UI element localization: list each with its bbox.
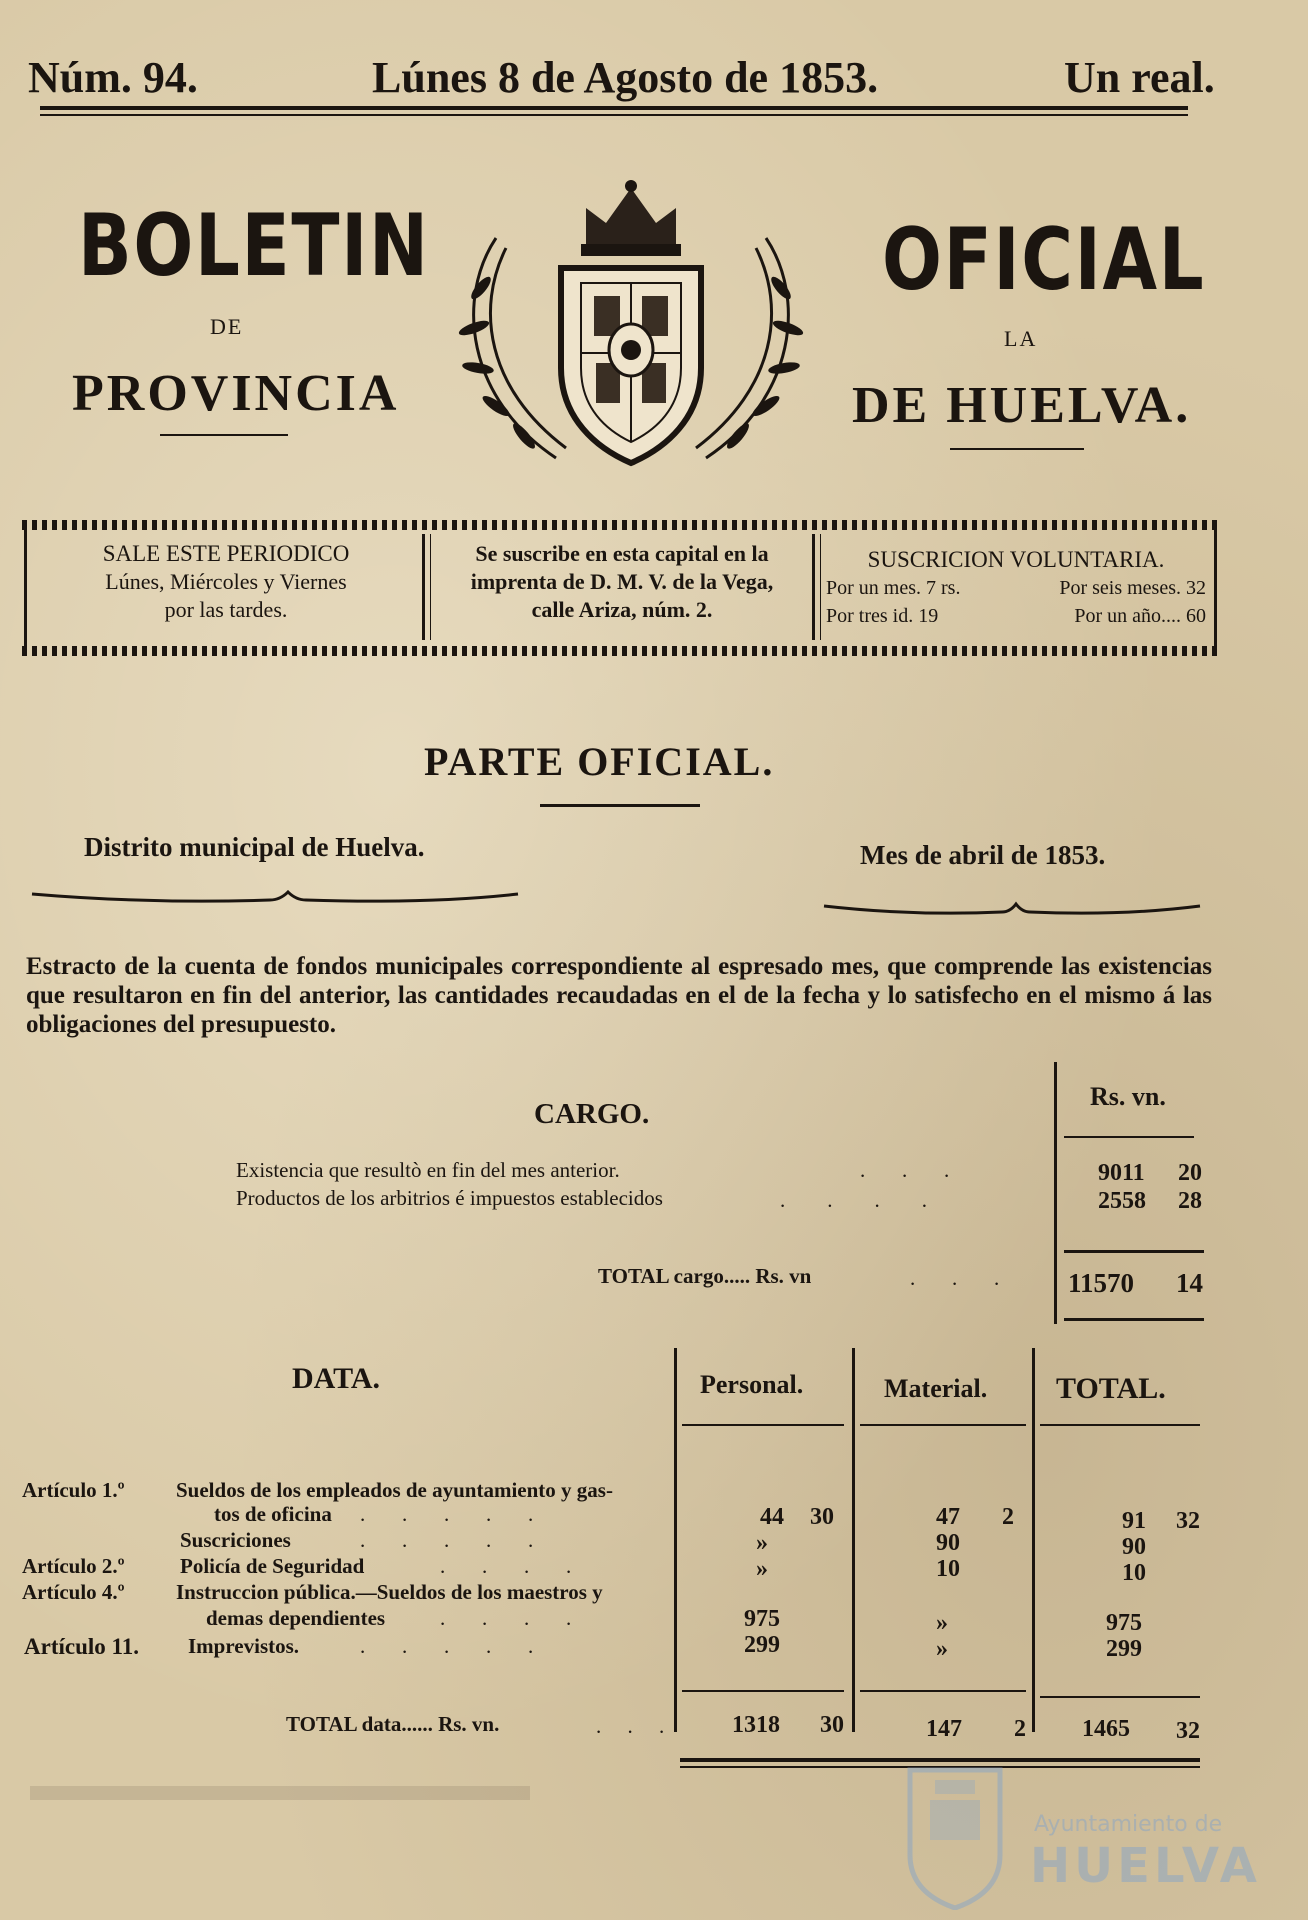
info-col1-line1: SALE ESTE PERIODICO [102,541,350,566]
data-row-5-article: Artículo 11. [24,1634,139,1659]
data-total-total-cts: 32 [1176,1718,1200,1744]
data-row-4-dots: . . . . [440,1606,572,1630]
cargo-column-border [1054,1062,1057,1324]
cargo-header-rule [1064,1136,1194,1138]
data-title: DATA. [292,1362,381,1395]
info-voluntary-subscription [826,546,1206,630]
data-row-1-total-cts: 32 [1176,1508,1200,1534]
data-col-personal: Personal. [700,1370,804,1399]
data-row-1-personal-rs: 44 [760,1504,784,1530]
cargo-total-cts: 14 [1176,1268,1203,1298]
data-header-rule-personal [682,1424,844,1426]
data-row-4-material: » [936,1610,948,1636]
title-de: DE [210,314,244,339]
ornament-border-top [22,520,1218,530]
data-row-5-dots: . . . . . [360,1634,534,1658]
data-total-label: TOTAL data...... Rs. vn. [286,1712,500,1736]
data-row-5-label: Imprevistos. [188,1634,300,1658]
data-row-5-total: 299 [1106,1636,1142,1662]
cargo-total-rule [1064,1250,1204,1253]
brace-right [822,900,1202,920]
data-row-1-personal-cts: 30 [810,1504,834,1530]
cargo-title: CARGO. [534,1098,650,1130]
cargo-row-2-cts: 28 [1178,1188,1202,1214]
title-de-huelva: DE HUELVA. [852,377,1192,434]
data-row-2-material: 90 [936,1530,960,1556]
price-one-month: Por un mes. 7 rs. [826,577,961,599]
cargo-row-1-cts: 20 [1178,1160,1202,1186]
title-boletin: BOLETIN [78,196,430,296]
cargo-row-2-rs: 2558 [1098,1188,1146,1214]
data-col-border-1 [674,1348,677,1732]
cargo-row-2-dots: . . . . [780,1188,927,1212]
title-provincia: PROVINCIA [72,365,400,422]
info-col2-line2: imprenta de D. M. V. de la Vega, [470,569,774,594]
box-border-left [24,520,27,656]
cargo-total-rs: 11570 [1068,1268,1135,1298]
data-total-dots: . . . [596,1714,665,1738]
masthead-rule-thin [40,114,1188,116]
cargo-row-1-label: Existencia que resultò en fin del mes anterior. [236,1158,620,1182]
data-row-4-article: Artículo 4.º [22,1580,125,1604]
city-shield-watermark-icon [900,1760,1010,1910]
coat-of-arms-icon [436,178,826,478]
info-col1-line3: por las tardes. [164,597,288,622]
data-row-5-material: » [936,1636,948,1662]
bleed-through-shadow [30,1786,530,1800]
data-row-1-total-rs: 91 [1122,1508,1146,1534]
box-divider-1b [430,534,431,640]
info-col2-line3: calle Ariza, núm. 2. [531,597,713,622]
data-total-rule-personal [682,1690,844,1692]
data-row-1-article: Artículo 1.º [22,1478,125,1502]
info-col1-line2: Lúnes, Miércoles y Viernes [105,569,347,594]
cargo-row-1-rs: 9011 [1098,1160,1145,1186]
data-col-border-3 [1032,1348,1035,1732]
data-row-1-material-rs: 47 [936,1504,960,1530]
ornament-border-bottom [22,646,1218,656]
data-row-3-personal: » [756,1556,768,1582]
ornament-rule-left [160,434,288,436]
info-col2-line1: Se suscribe en esta capital en la [475,541,769,566]
cargo-row-1-dots: . . . [860,1158,950,1182]
district-heading: Distrito municipal de Huelva. [84,832,425,862]
section-title: PARTE OFICIAL. [424,739,775,784]
data-row-2-dots: . . . . . [360,1528,534,1552]
box-divider-2b [820,534,821,640]
cargo-total-dots: . . . [910,1266,1000,1290]
data-row-3-material: 10 [936,1556,960,1582]
data-total-personal-cts: 30 [820,1712,844,1738]
issue-number: Núm. 94. [28,53,198,102]
info-publication-days [40,540,412,624]
watermark-line1: Ayuntamiento de [1034,1812,1223,1837]
issue-price: Un real. [1064,53,1215,102]
data-total-rule-material [860,1690,1026,1692]
section-title-rule [540,804,700,807]
info-subscription-place [436,540,808,624]
data-row-1-dots: . . . . . [360,1502,534,1526]
data-row-3-article: Artículo 2.º [22,1554,125,1578]
data-header-rule-total [1040,1424,1200,1426]
data-col-border-2 [852,1348,855,1732]
cargo-total-label: TOTAL cargo..... Rs. vn [598,1264,812,1288]
data-col-total: TOTAL. [1056,1372,1166,1405]
data-total-total-rs: 1465 [1082,1716,1130,1742]
data-row-2-total: 90 [1122,1534,1146,1560]
ornament-rule-right [950,448,1084,450]
box-divider-1 [422,534,425,640]
issue-date: Lúnes 8 de Agosto de 1853. [372,53,879,102]
intro-paragraph: Estracto de la cuenta de fondos municipales correspondiente al espresado mes, que comprende las existencias que resultaron en fin del anterior, las cantidades recaudadas en el de la fecha y lo satisfecho en el mismo á las obligaciones del presupuesto. [26,953,1212,1038]
data-header-rule-material [860,1424,1026,1426]
box-border-right [1214,520,1217,656]
price-one-year: Por un año.... 60 [1074,605,1206,627]
cargo-bottom-rule [1064,1318,1204,1321]
data-row-2-label: Suscriciones [180,1528,291,1552]
data-total-material-rs: 147 [926,1716,962,1742]
data-row-4-total: 975 [1106,1610,1142,1636]
title-la: LA [1004,326,1038,351]
data-row-1-line1: Sueldos de los empleados de ayuntamiento y gas- [176,1478,613,1502]
info-col3-row1 [826,574,1206,602]
price-six-months: Por seis meses. 32 [1059,577,1206,599]
price-three-months: Por tres id. 19 [826,605,939,627]
data-total-material-cts: 2 [1014,1716,1026,1742]
data-row-3-dots: . . . . [440,1554,572,1578]
data-total-personal-rs: 1318 [732,1712,780,1738]
data-row-4-line1: Instruccion pública.—Sueldos de los maestros y [176,1580,603,1604]
data-total-rule-total [1040,1696,1200,1698]
box-divider-2 [812,534,815,640]
month-heading: Mes de abril de 1853. [860,840,1106,870]
data-row-3-label: Policía de Seguridad [180,1554,365,1578]
data-col-material: Material. [884,1374,988,1403]
data-row-4-personal: 975 [744,1606,780,1632]
data-row-3-total: 10 [1122,1560,1146,1586]
data-row-1-line2: tos de oficina [214,1502,332,1526]
info-col3-title: SUSCRICION VOLUNTARIA. [867,547,1165,572]
watermark-line2: HUELVA [1030,1838,1261,1894]
data-row-4-line2: demas dependientes [206,1606,386,1630]
masthead-rule [40,106,1188,110]
cargo-unit-header: Rs. vn. [1090,1082,1166,1111]
info-col3-row2 [826,602,1206,630]
brace-left [30,888,520,908]
data-row-5-personal: 299 [744,1632,780,1658]
data-row-1-material-cts: 2 [1002,1504,1014,1530]
title-oficial: OFICIAL [882,210,1206,310]
cargo-row-2-label: Productos de los arbitrios é impuestos establecidos [236,1186,663,1210]
data-row-2-personal: » [756,1530,768,1556]
